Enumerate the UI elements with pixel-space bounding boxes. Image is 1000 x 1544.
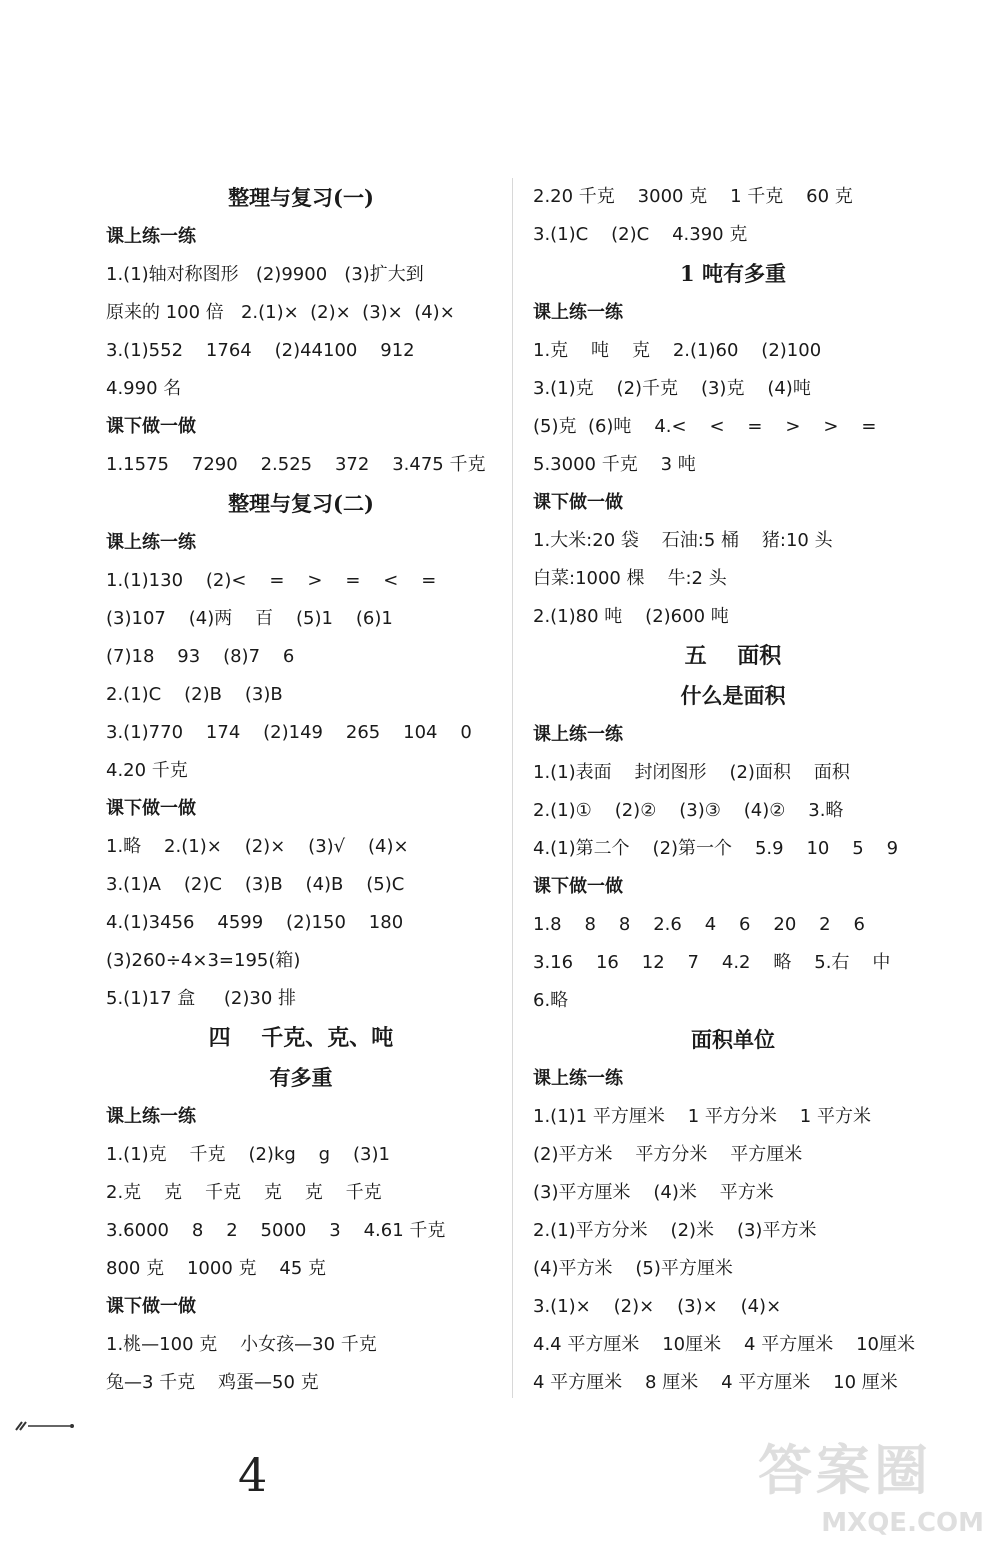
subsection-heading: 课上练一练 (533, 1068, 623, 1089)
answer-line: 3.6000 8 2 5000 3 4.61 千克 (106, 1220, 446, 1241)
answer-line: (7)18 93 (8)7 6 (106, 646, 295, 667)
subsection-heading: 课上练一练 (106, 532, 196, 553)
answer-line: 1.8 8 8 2.6 4 6 20 2 6 (533, 914, 865, 935)
answer-line: 3.(1)× (2)× (3)× (4)× (533, 1296, 782, 1317)
answer-line: 1.(1)130 (2)< = > = < = (106, 570, 437, 591)
section-title: 什么是面积 (680, 683, 786, 708)
watermark-main: 答案圈 (758, 1439, 932, 1502)
chapter-title: 四 千克、克、吨 (208, 1025, 394, 1051)
answer-line: 2.(1)① (2)② (3)③ (4)② 3.略 (533, 800, 844, 821)
page-number: 4 (238, 1448, 268, 1502)
answer-line: 1.桃—100 克 小女孩—30 千克 (106, 1334, 377, 1355)
answer-line: (4)平方米 (5)平方厘米 (533, 1258, 733, 1279)
answer-line: 1.(1)表面 封闭图形 (2)面积 面积 (533, 762, 850, 783)
section-title: 面积单位 (691, 1027, 775, 1052)
subsection-heading: 课上练一练 (106, 1106, 196, 1127)
answer-line: 原来的 100 倍 2.(1)× (2)× (3)× (4)× (106, 302, 455, 323)
section-title: 1 吨有多重 (680, 261, 786, 286)
left-column (106, 178, 496, 1402)
watermark-site: MXQE.COM (821, 1508, 984, 1538)
subsection-heading: 课下做一做 (106, 798, 196, 819)
answer-line: 3.(1)A (2)C (3)B (4)B (5)C (106, 874, 405, 895)
answer-line: 2.克 克 千克 克 克 千克 (106, 1182, 382, 1203)
answer-line: 兔—3 千克 鸡蛋—50 克 (106, 1372, 319, 1393)
subsection-heading: 课下做一做 (106, 1296, 196, 1317)
answer-line: 4.4 平方厘米 10厘米 4 平方厘米 10厘米 (533, 1334, 915, 1355)
answer-line: 1.(1)1 平方厘米 1 平方分米 1 平方米 (533, 1106, 871, 1127)
answer-line: 1.(1)轴对称图形 (2)9900 (3)扩大到 (106, 264, 424, 285)
answer-line: (3)平方厘米 (4)米 平方米 (533, 1182, 774, 1203)
answer-line: 4.20 千克 (106, 760, 188, 781)
answer-line: 1.略 2.(1)× (2)× (3)√ (4)× (106, 836, 409, 857)
watermark (758, 1428, 988, 1538)
column-divider (512, 178, 513, 1398)
answer-line: 6.略 (533, 990, 569, 1011)
answer-line: 1.克 吨 克 2.(1)60 (2)100 (533, 340, 822, 361)
subsection-heading: 课下做一做 (533, 492, 623, 513)
answer-line: 1.大米:20 袋 石油:5 桶 猪:10 头 (533, 530, 833, 551)
answer-line: 4.(1)3456 4599 (2)150 180 (106, 912, 404, 933)
answer-line: 2.(1)C (2)B (3)B (106, 684, 283, 705)
subsection-heading: 课下做一做 (106, 416, 196, 437)
section-title: 有多重 (269, 1065, 333, 1090)
answer-line: 4.990 名 (106, 378, 182, 399)
answer-line: (3)260÷4×3=195(箱) (106, 950, 301, 971)
answer-line: 5.(1)17 盒 (2)30 排 (106, 988, 297, 1009)
chapter-title: 五 面积 (684, 643, 782, 669)
answer-line: (3)107 (4)两 百 (5)1 (6)1 (106, 608, 393, 629)
section-title: 整理与复习(一) (228, 185, 374, 210)
section-title: 整理与复习(二) (228, 491, 374, 516)
answer-line: (5)克 (6)吨 4.< < = > > = (533, 416, 877, 437)
answer-line: 1.(1)克 千克 (2)kg g (3)1 (106, 1144, 390, 1165)
answer-line: 5.3000 千克 3 吨 (533, 454, 696, 475)
answer-line: 800 克 1000 克 45 克 (106, 1258, 327, 1279)
answer-line: 3.(1)770 174 (2)149 265 104 0 (106, 722, 472, 743)
answer-line: 2.20 千克 3000 克 1 千克 60 克 (533, 186, 853, 207)
answer-line: (2)平方米 平方分米 平方厘米 (533, 1144, 803, 1165)
answer-line: 3.(1)克 (2)千克 (3)克 (4)吨 (533, 378, 811, 399)
subsection-heading: 课下做一做 (533, 876, 623, 897)
answer-line: 1.1575 7290 2.525 372 3.475 千克 (106, 454, 486, 475)
answer-line: 3.(1)552 1764 (2)44100 912 (106, 340, 415, 361)
right-column (533, 178, 933, 1402)
answer-line: 2.(1)80 吨 (2)600 吨 (533, 606, 729, 627)
footer-ornament (14, 1418, 78, 1432)
answer-line: 白菜:1000 棵 牛:2 头 (533, 568, 727, 589)
answer-line: 4.(1)第二个 (2)第一个 5.9 10 5 9 (533, 838, 899, 859)
subsection-heading: 课上练一练 (106, 226, 196, 247)
answer-line: 3.(1)C (2)C 4.390 克 (533, 224, 748, 245)
answer-line: 4 平方厘米 8 厘米 4 平方厘米 10 厘米 (533, 1372, 898, 1393)
subsection-heading: 课上练一练 (533, 302, 623, 323)
subsection-heading: 课上练一练 (533, 724, 623, 745)
answer-line: 3.16 16 12 7 4.2 略 5.右 中 (533, 952, 891, 973)
answer-line: 2.(1)平方分米 (2)米 (3)平方米 (533, 1220, 817, 1241)
